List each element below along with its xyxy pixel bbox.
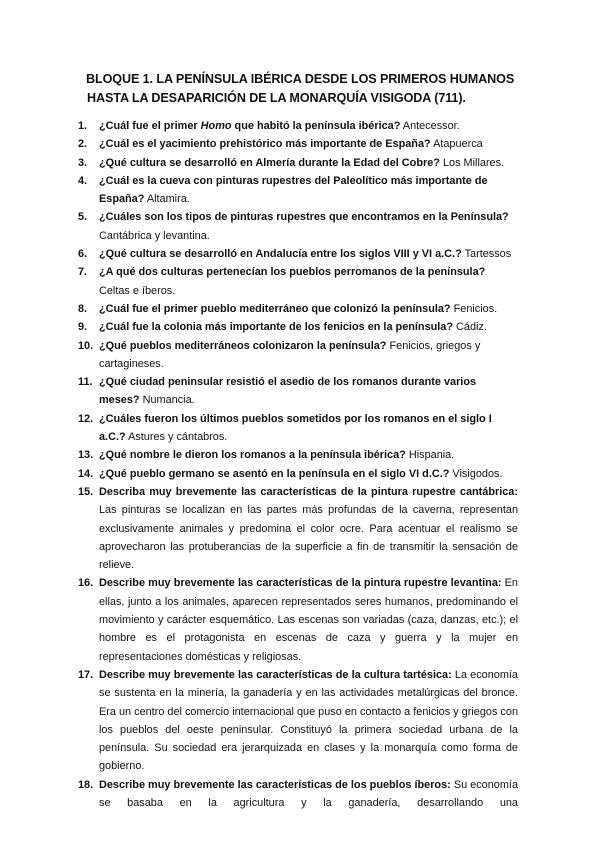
question-text: ¿Cuál fue la colonia más importante de los fenicios en la península?: [99, 321, 454, 334]
item-number: 5.: [78, 211, 88, 224]
question-text: Describe muy brevemente las características de los pueblos íberos:: [99, 778, 451, 791]
list-item: [78, 337, 518, 374]
list-item: [78, 574, 518, 665]
item-number: 4.: [78, 174, 88, 187]
question-text: Describe muy brevemente las características de la pintura rupestre levantina:: [99, 577, 502, 590]
question-text: ¿Qué ciudad peninsular resistió el asedio de los romanos durante varios meses?: [99, 376, 477, 407]
list-item: [78, 776, 518, 813]
list-item: [78, 373, 518, 410]
item-number: 6.: [78, 248, 88, 261]
list-item: [78, 135, 518, 153]
answer-text: Tartessos: [461, 248, 512, 261]
question-text: ¿Cuál es el yacimiento prehistórico más importante de España?: [99, 138, 431, 151]
question-text: ¿A qué dos culturas pertenecían los pueblos perromanos de la península?: [99, 266, 486, 279]
list-item: [78, 318, 518, 336]
answer-text: Fenicios, griegos y cartagineses.: [99, 339, 481, 370]
item-number: 17.: [78, 668, 94, 681]
item-number: 16.: [78, 577, 94, 590]
item-number: 10.: [78, 339, 94, 352]
title-line-2: HASTA LA DESAPARICIÓN DE LA MONARQUÍA VISIGODA (711).: [87, 91, 466, 105]
answer-text: Las pinturas se localizan en las partes más profundas de la caverna, representan exclusivamente animales y predomina el color ocre. Para acentuar el realismo se aprovecharon las protuberancias de la superficie a fin de transmitir la sensación de relieve.: [99, 504, 518, 572]
question-text: ¿Qué cultura se desarrolló en Almería durante la Edad del Cobre?: [99, 156, 440, 169]
answer-text: Hispania.: [405, 449, 455, 462]
item-number: 14.: [78, 467, 94, 480]
answer-text: Antecessor.: [400, 120, 460, 132]
item-number: 12.: [78, 412, 94, 425]
item-number: 18.: [78, 778, 94, 791]
item-number: 3.: [78, 156, 88, 169]
list-item: [78, 154, 518, 172]
question-text: ¿Qué pueblos mediterráneos colonizaron la península?: [99, 339, 387, 352]
question-text: ¿Qué pueblo germano se asentó en la península en el siglo VI d.C.?: [99, 467, 450, 480]
list-item: [78, 172, 518, 209]
list-item: [78, 410, 518, 447]
question-text: ¿Qué cultura se desarrolló en Andalucía entre los siglos VIII y VI a.C.?: [99, 248, 462, 261]
item-number: 7.: [78, 266, 88, 279]
item-number: 1.: [78, 120, 88, 132]
list-item: [78, 263, 518, 300]
list-item: [78, 483, 518, 574]
list-item: [78, 300, 518, 318]
question-text: Describe muy brevemente las características de la cultura tartésica:: [99, 668, 452, 681]
item-number: 15.: [78, 485, 94, 498]
item-number: 2.: [78, 138, 88, 151]
question-text: ¿Cuál fue el primer Homo que habitó la península ibérica?: [99, 120, 401, 132]
question-text: ¿Cuáles fueron los últimos pueblos sometidos por los romanos en el siglo I a.C.?: [99, 412, 492, 444]
question-text: ¿Cuál fue el primer pueblo mediterráneo que colonizó la península?: [99, 302, 451, 315]
answer-text: Atapuerca: [430, 138, 483, 151]
answer-text: Los Millares.: [439, 156, 505, 169]
list-item: [78, 117, 518, 135]
list-item: [78, 446, 518, 464]
answer-text: Celtas e íberos.: [99, 284, 176, 297]
answer-text: La economía se sustenta en la minería, la ganadería y en las actividades metalúrgicas del bronce. Era un centro del comercio internacional que puso en contacto a fenicios y griegos con los pueblos del oeste peninsular. Constituyó la primera sociedad urbana de la península. Su sociedad era jerarquizada en clases y la monarquía como forma de gobierno.: [99, 668, 518, 773]
answer-text: Fenicios.: [450, 302, 498, 315]
answer-text: Cantábrica y levantina.: [99, 229, 210, 242]
title-line-1: BLOQUE 1. LA PENÍNSULA IBÉRICA DESDE LOS PRIMEROS HUMANOS: [86, 72, 515, 86]
list-item: [78, 245, 518, 263]
answer-text: En ellas, junto a los animales, aparecen representados seres humanos, predominando el movimiento y carácter esquemático. Las escenas son variadas (caza, danzas, etc.); el hombre es el protagonista en escenas de caza y guerra y la mujer en representaciones domésticas y religiosas.: [99, 577, 518, 663]
list-item: [78, 208, 518, 245]
item-number: 11.: [78, 376, 93, 389]
page-title: [86, 70, 546, 108]
question-text: ¿Cuál es la cueva con pinturas rupestres del Paleolítico más importante de España?: [99, 174, 488, 206]
question-emphasis: Homo: [200, 120, 232, 132]
item-number: 9.: [78, 321, 88, 334]
item-number: 13.: [78, 449, 94, 462]
answer-text: Visigodos.: [449, 467, 503, 480]
question-list: [78, 117, 518, 812]
list-item: [78, 666, 518, 776]
answer-text: Cádiz.: [453, 321, 487, 334]
question-text: ¿Qué nombre le dieron los romanos a la península ibérica?: [99, 449, 406, 462]
question-text: ¿Cuáles son los tipos de pinturas rupestres que encontramos en la Península?: [99, 211, 509, 224]
answer-text: Su economía se basaba en la agricultura y la ganadería, desarrollando una: [99, 778, 519, 809]
list-item: [78, 465, 518, 483]
question-text: Describa muy brevemente las características de la pintura rupestre cantábrica:: [99, 485, 518, 498]
answer-text: Numancia.: [139, 394, 195, 407]
item-number: 8.: [78, 302, 88, 315]
answer-text: Astures y cántabros.: [125, 431, 228, 444]
answer-text: Altamira.: [144, 193, 190, 206]
